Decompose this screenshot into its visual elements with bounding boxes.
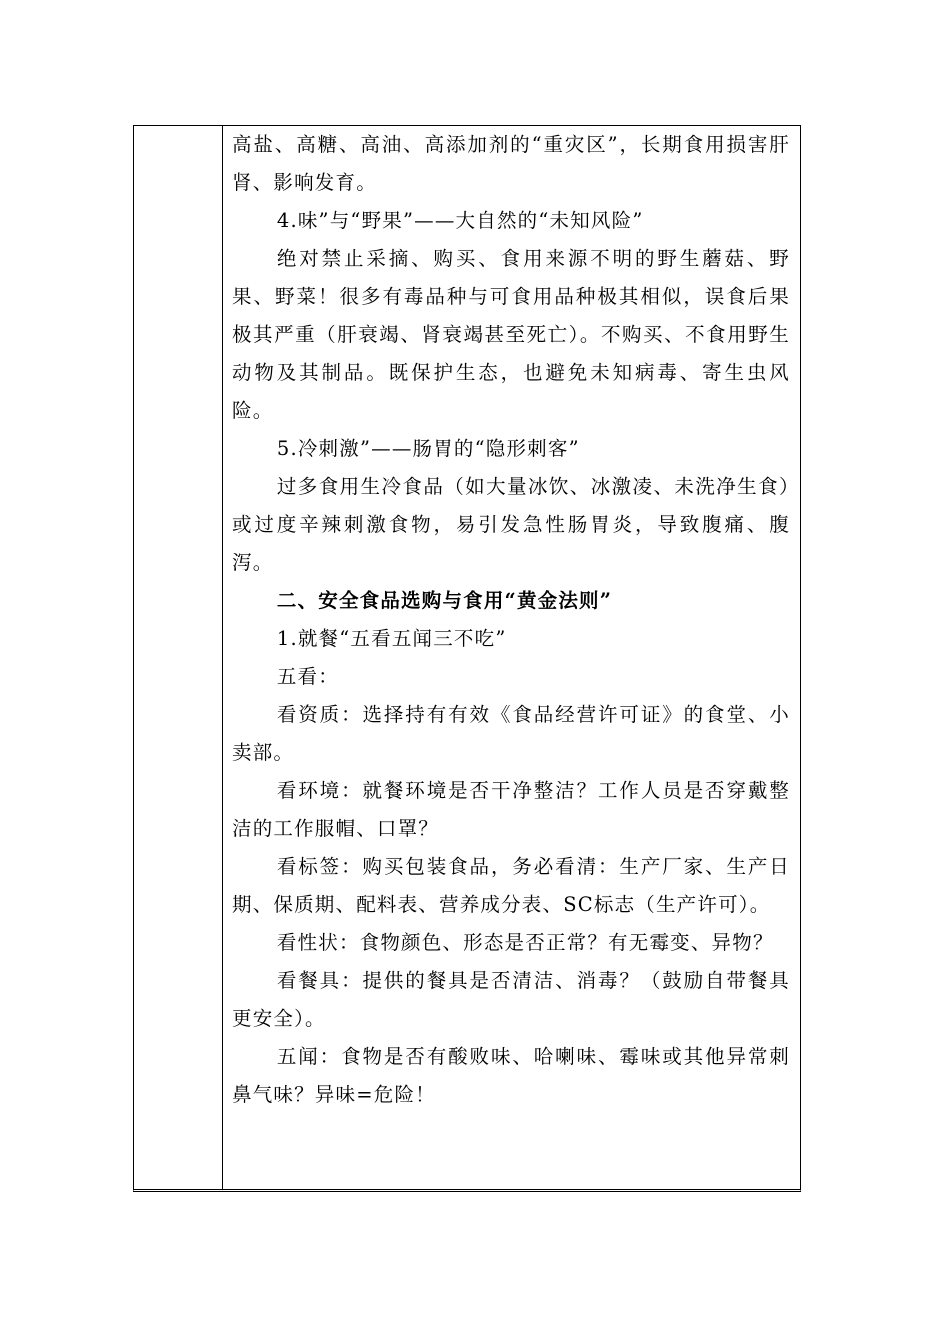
- label-five-look: 五看：: [276, 665, 339, 688]
- section-heading-golden-rules: 二、安全食品选购与食用“黄金法则”: [276, 589, 613, 612]
- paragraph-five-smell: 五闻：食物是否有酸败味、哈喇味、霉味或其他异常刺鼻气味？异味=危险！: [232, 1045, 790, 1106]
- heading-wild-fruit: 4.味”与“野果”——大自然的“未知风险”: [276, 209, 644, 232]
- heading-cold-stimulus: 5.冷刺激”——肠胃的“隐形刺客”: [276, 437, 580, 460]
- paragraph-check-license: 看资质：选择持有有效《食品经营许可证》的食堂、小卖部。: [232, 703, 790, 764]
- paragraph-cold-food: 过多食用生冷食品（如大量冰饮、冰激凌、未洗净生食）或过度辛辣刺激食物，易引发急性肠胃炎，导致腹痛、腹泻。: [232, 475, 790, 574]
- paragraph-check-appearance: 看性状：食物颜色、形态是否正常？有无霉变、异物？: [276, 931, 774, 954]
- paragraph-wild-food: 绝对禁止采摘、购买、食用来源不明的野生蘑菇、野果、野菜！很多有毒品种与可食用品种极其相似，误食后果极其严重（肝衰竭、肾衰竭甚至死亡）。不购买、不食用野生动物及其制品。既保护生态，也避免未知病毒、寄生虫风险。: [232, 247, 790, 422]
- table-right-cell: [224, 126, 800, 1189]
- table-left-cell: [134, 126, 223, 1189]
- paragraph-check-environment: 看环境：就餐环境是否干净整洁？工作人员是否穿戴整洁的工作服帽、口罩？: [232, 779, 790, 840]
- paragraph-check-tableware: 看餐具：提供的餐具是否清洁、消毒？（鼓励自带餐具更安全）。: [232, 969, 790, 1030]
- paragraph-check-label: 看标签：购买包装食品，务必看清：生产厂家、生产日期、保质期、配料表、营养成分表、SC标志（生产许可）。: [232, 855, 790, 916]
- content-table: [133, 125, 801, 1192]
- heading-five-look: 1.就餐“五看五闻三不吃”: [276, 627, 507, 650]
- document-body: [232, 126, 790, 1114]
- paragraph-high-salt: 高盐、高糖、高油、高添加剂的“重灾区”，长期食用损害肝肾、影响发育。: [232, 133, 790, 194]
